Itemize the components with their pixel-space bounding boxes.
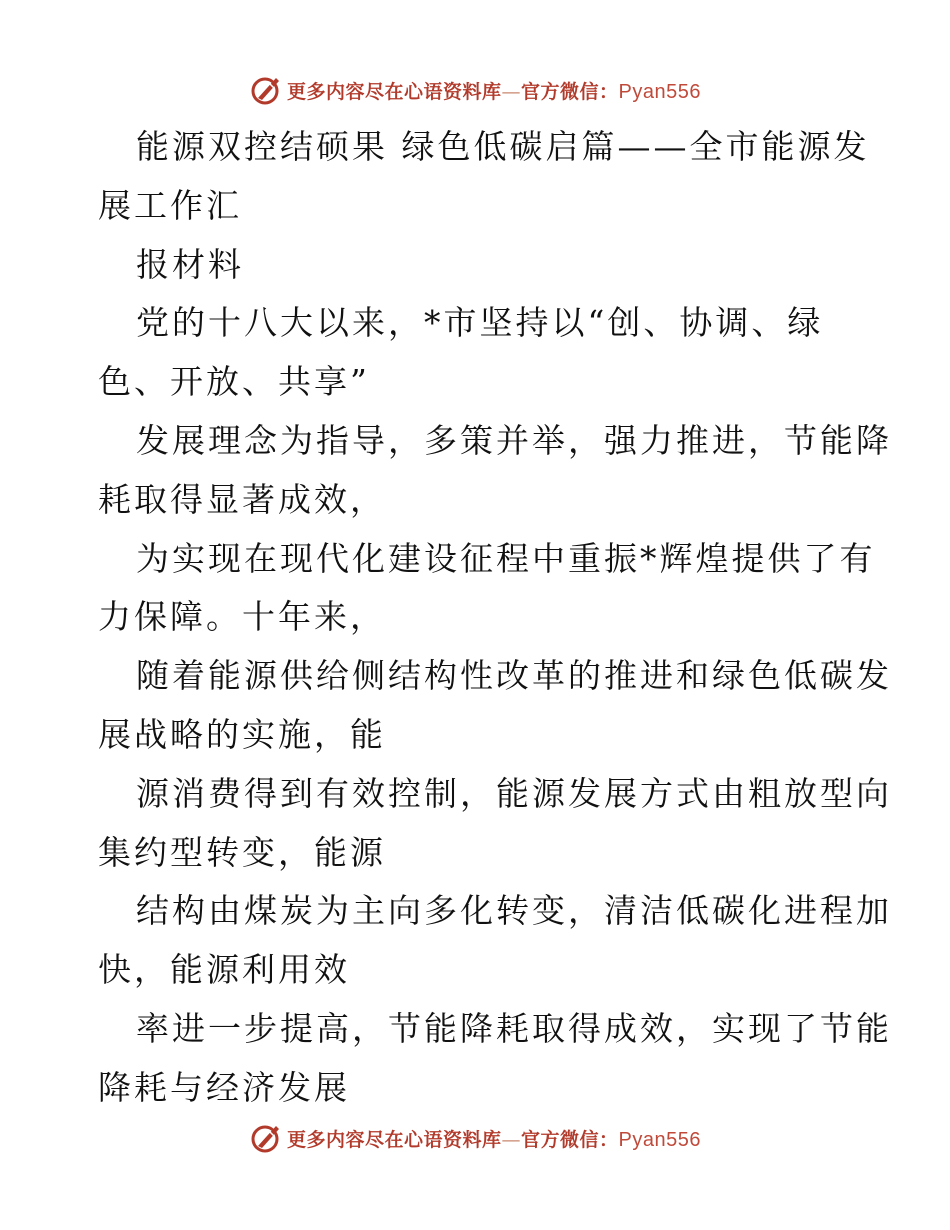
paragraph-line: 发展理念为指导，多策并举，强力推进，节能降 (136, 420, 892, 460)
banner-dash: — (501, 80, 522, 103)
footer-banner (0, 1118, 950, 1158)
paragraph-line: 色、开放、共享” (98, 362, 370, 402)
paragraph-line: 源消费得到有效控制，能源发展方式由粗放型向 (136, 773, 892, 813)
paragraph-line: 为实现在现代化建设征程中重振*辉煌提供了有 (136, 538, 876, 578)
paragraph-line: 率进一步提高，节能降耗取得成效，实现了节能 (136, 1008, 892, 1048)
banner-wechat-id: Pyan556 (618, 80, 701, 103)
banner-main-text: 更多内容尽在心语资料库 (287, 80, 502, 103)
banner-dash: — (501, 1128, 522, 1151)
paragraph-line: 展战略的实施，能 (98, 714, 386, 754)
banner-wechat-label: 官方微信： (521, 1128, 619, 1151)
banner-main-text: 更多内容尽在心语资料库 (287, 1128, 502, 1151)
paragraph-line: 快，能源利用效 (98, 950, 350, 990)
paragraph-line: 集约型转变，能源 (98, 832, 386, 872)
quill-pen-circle-icon (249, 1121, 283, 1155)
banner-wechat-id: Pyan556 (618, 1128, 701, 1151)
header-banner (0, 70, 950, 110)
title-line-3: 报材料 (136, 244, 244, 284)
quill-pen-circle-icon (249, 73, 283, 107)
banner-wechat-label: 官方微信： (521, 80, 619, 103)
title-line-2: 展工作汇 (98, 185, 242, 225)
paragraph-line: 随着能源供给侧结构性改革的推进和绿色低碳发 (136, 656, 892, 696)
banner-text (287, 1125, 701, 1152)
paragraph-line: 耗取得显著成效， (98, 479, 386, 519)
paragraph-line: 结构由煤炭为主向多化转变，清洁低碳化进程加 (136, 891, 892, 931)
banner-text (287, 77, 701, 104)
paragraph-line: 降耗与经济发展 (98, 1067, 350, 1107)
document-body (98, 118, 892, 1118)
paragraph-line: 力保障。十年来， (98, 597, 386, 637)
title-line-1: 能源双控结硕果 绿色低碳启篇——全市能源发 (136, 127, 870, 166)
paragraph-line: 党的十八大以来，*市坚持以“创、协调、绿 (136, 303, 824, 343)
